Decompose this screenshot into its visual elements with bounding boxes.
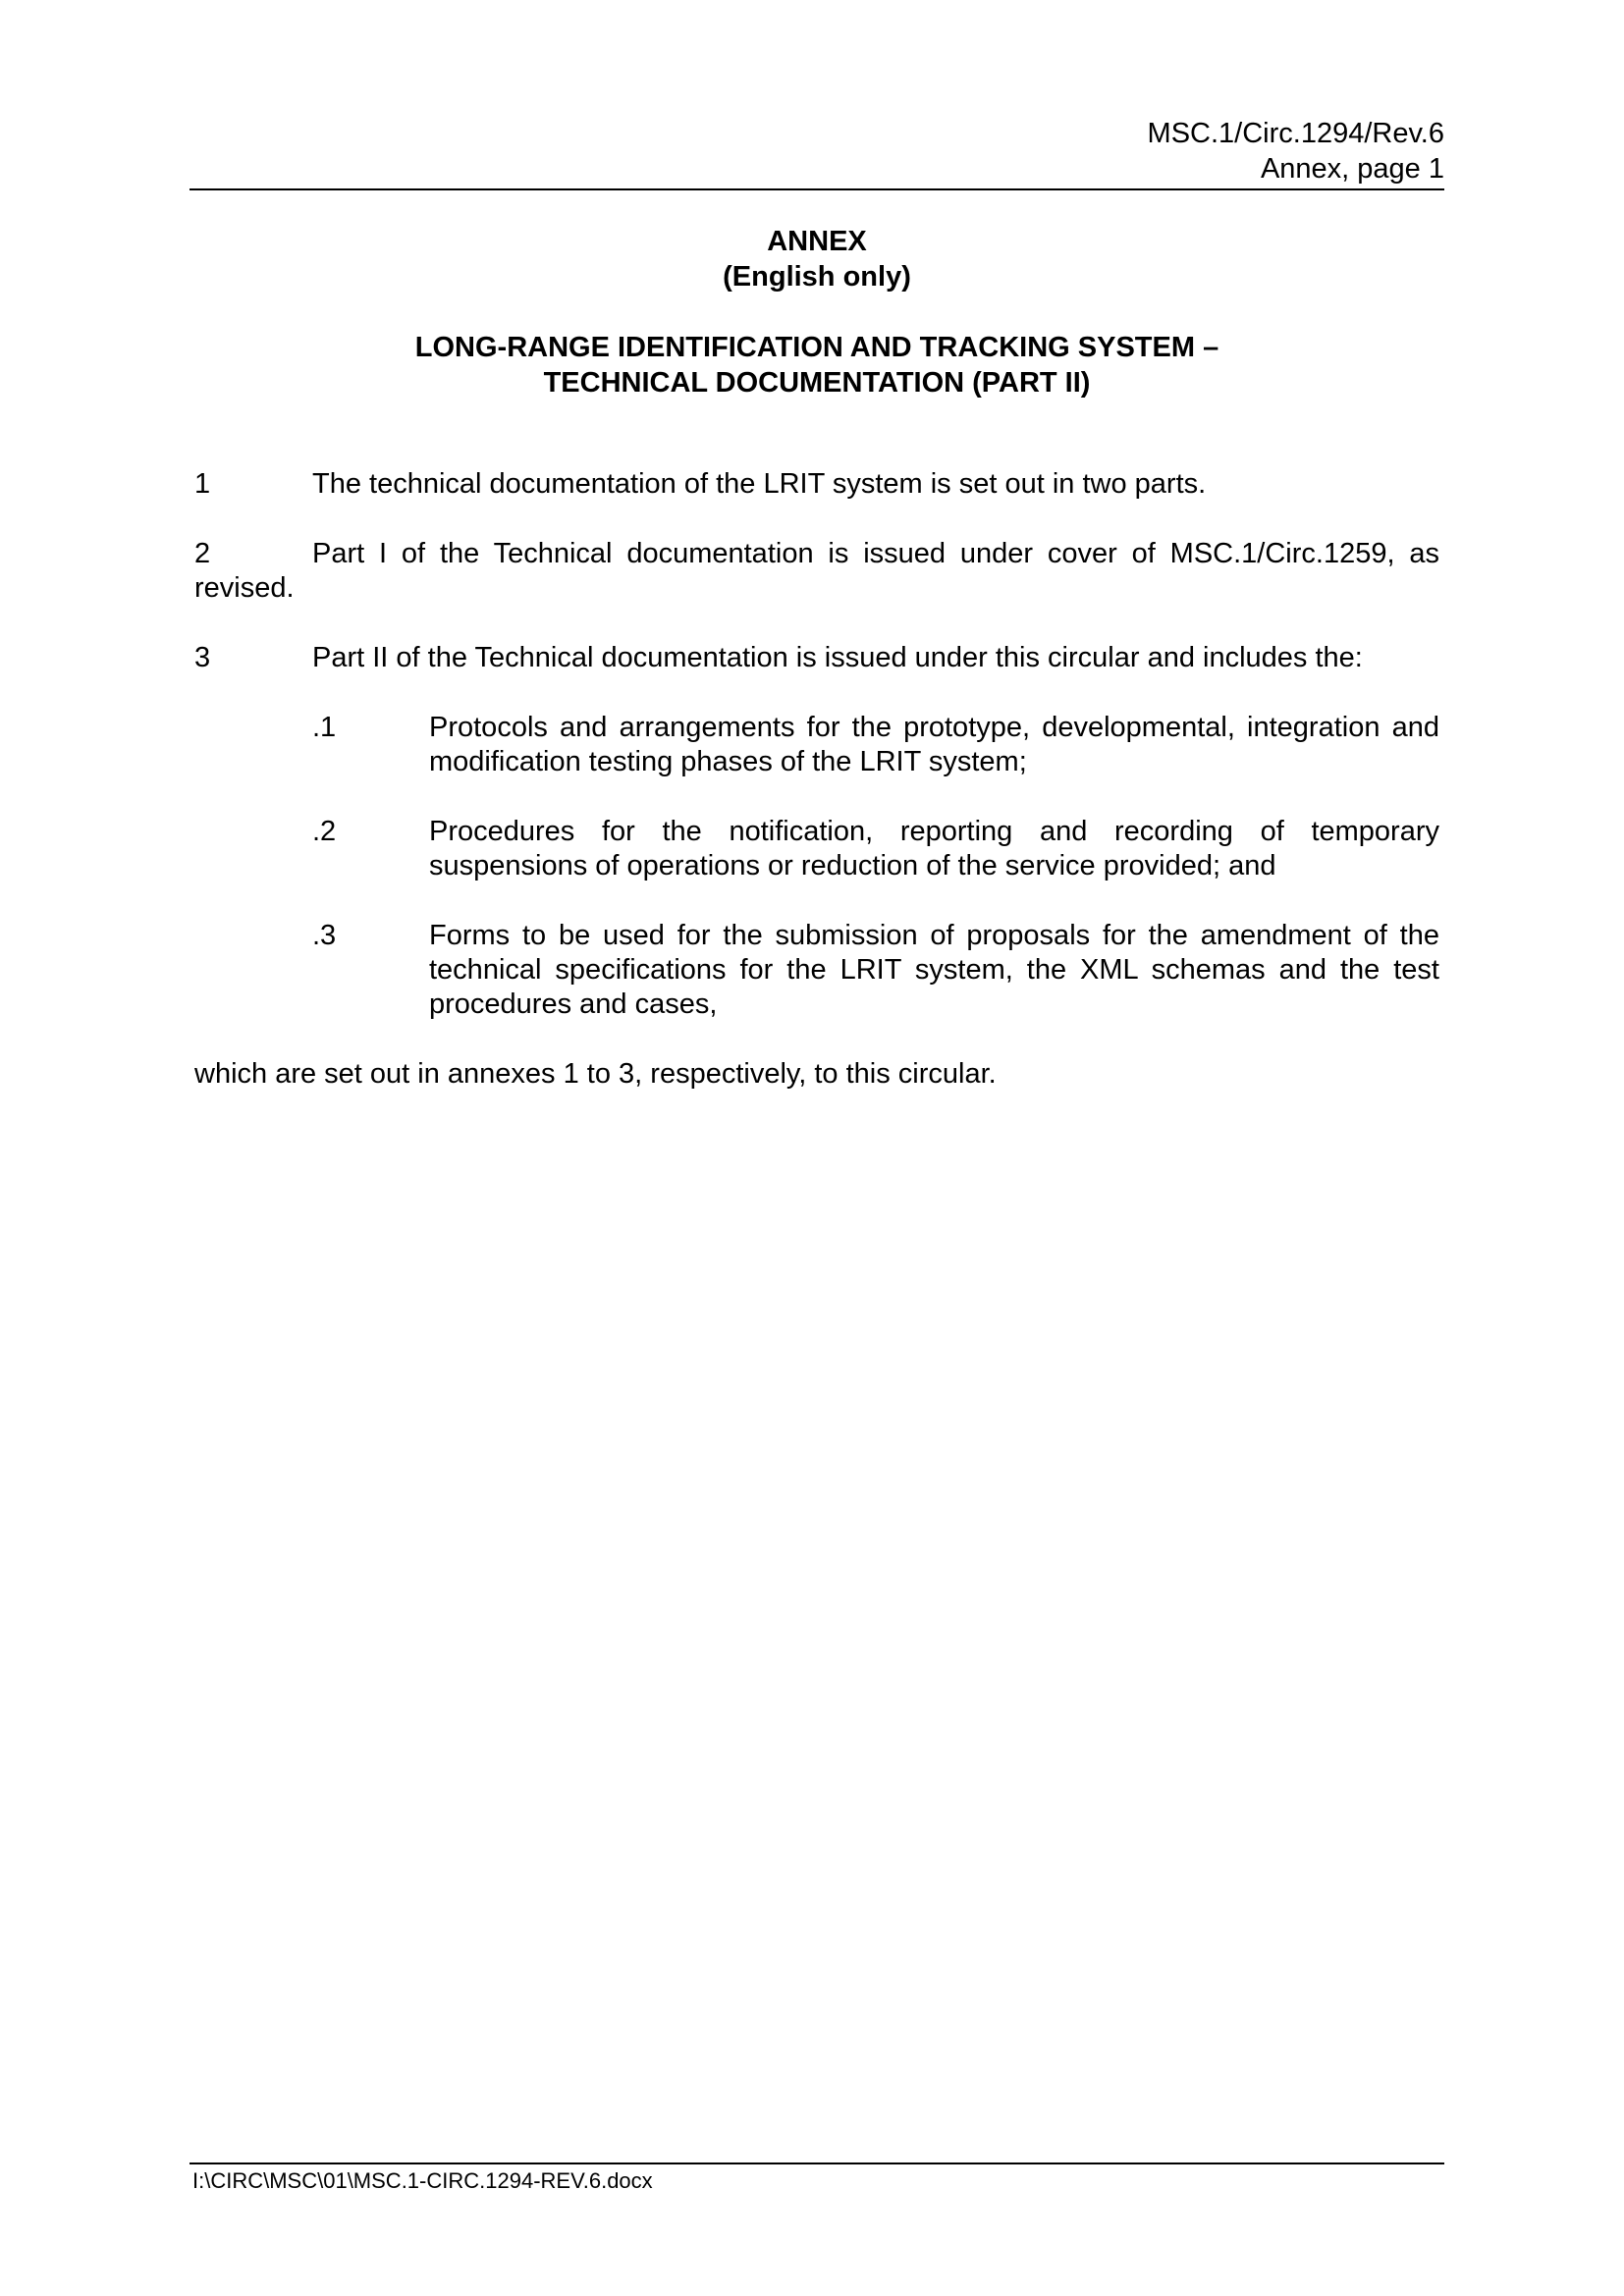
document-title-line-1: LONG-RANGE IDENTIFICATION AND TRACKING SYSTEM – — [414, 332, 1219, 363]
paragraph-text: The technical documentation of the LRIT system is set out in two parts. — [312, 468, 1207, 500]
subitem-number: .3 — [312, 920, 337, 951]
subitem-text: Forms to be used for the submission of proposals for the amendment of the technical specifications for the LRIT system, the XML schemas and the test procedures and cases, — [429, 920, 1439, 1020]
paragraph-3 — [194, 641, 1439, 675]
page-reference: Annex, page 1 — [1260, 153, 1444, 185]
subitem-3 — [312, 919, 1439, 1022]
subitem-2 — [312, 815, 1439, 883]
subitem-text: Protocols and arrangements for the prototype, developmental, integration and modification testing phases of the LRIT system; — [429, 712, 1439, 777]
subitem-text: Procedures for the notification, reporting and recording of temporary suspensions of operations or reduction of the service provided; and — [429, 816, 1439, 881]
annex-label: ANNEX — [767, 226, 867, 257]
subitem-number: .1 — [312, 712, 337, 743]
header-divider — [189, 188, 1444, 190]
paragraph-1 — [194, 467, 1439, 502]
document-title — [189, 330, 1444, 400]
paragraph-text: Part I of the Technical documentation is issued under cover of MSC.1/Circ.1259, as revised. — [194, 538, 1439, 604]
paragraph-number: 3 — [194, 642, 211, 673]
language-note: (English only) — [723, 261, 911, 293]
paragraph-2 — [194, 537, 1439, 606]
footer-divider — [189, 2163, 1444, 2164]
paragraph-number: 1 — [194, 468, 211, 500]
paragraph-number: 2 — [194, 538, 211, 569]
subitem-number: .2 — [312, 816, 337, 847]
page-header — [189, 116, 1444, 187]
paragraph-text: Part II of the Technical documentation is issued under this circular and includes the: — [312, 642, 1363, 673]
subitem-1 — [312, 711, 1439, 779]
closing-paragraph: which are set out in annexes 1 to 3, respectively, to this circular. — [194, 1058, 997, 1090]
annex-heading — [189, 224, 1444, 294]
document-title-line-2: TECHNICAL DOCUMENTATION (PART II) — [543, 367, 1091, 399]
footer-file-path: I:\CIRC\MSC\01\MSC.1-CIRC.1294-REV.6.docx — [192, 2168, 653, 2193]
document-symbol: MSC.1/Circ.1294/Rev.6 — [1147, 118, 1444, 149]
